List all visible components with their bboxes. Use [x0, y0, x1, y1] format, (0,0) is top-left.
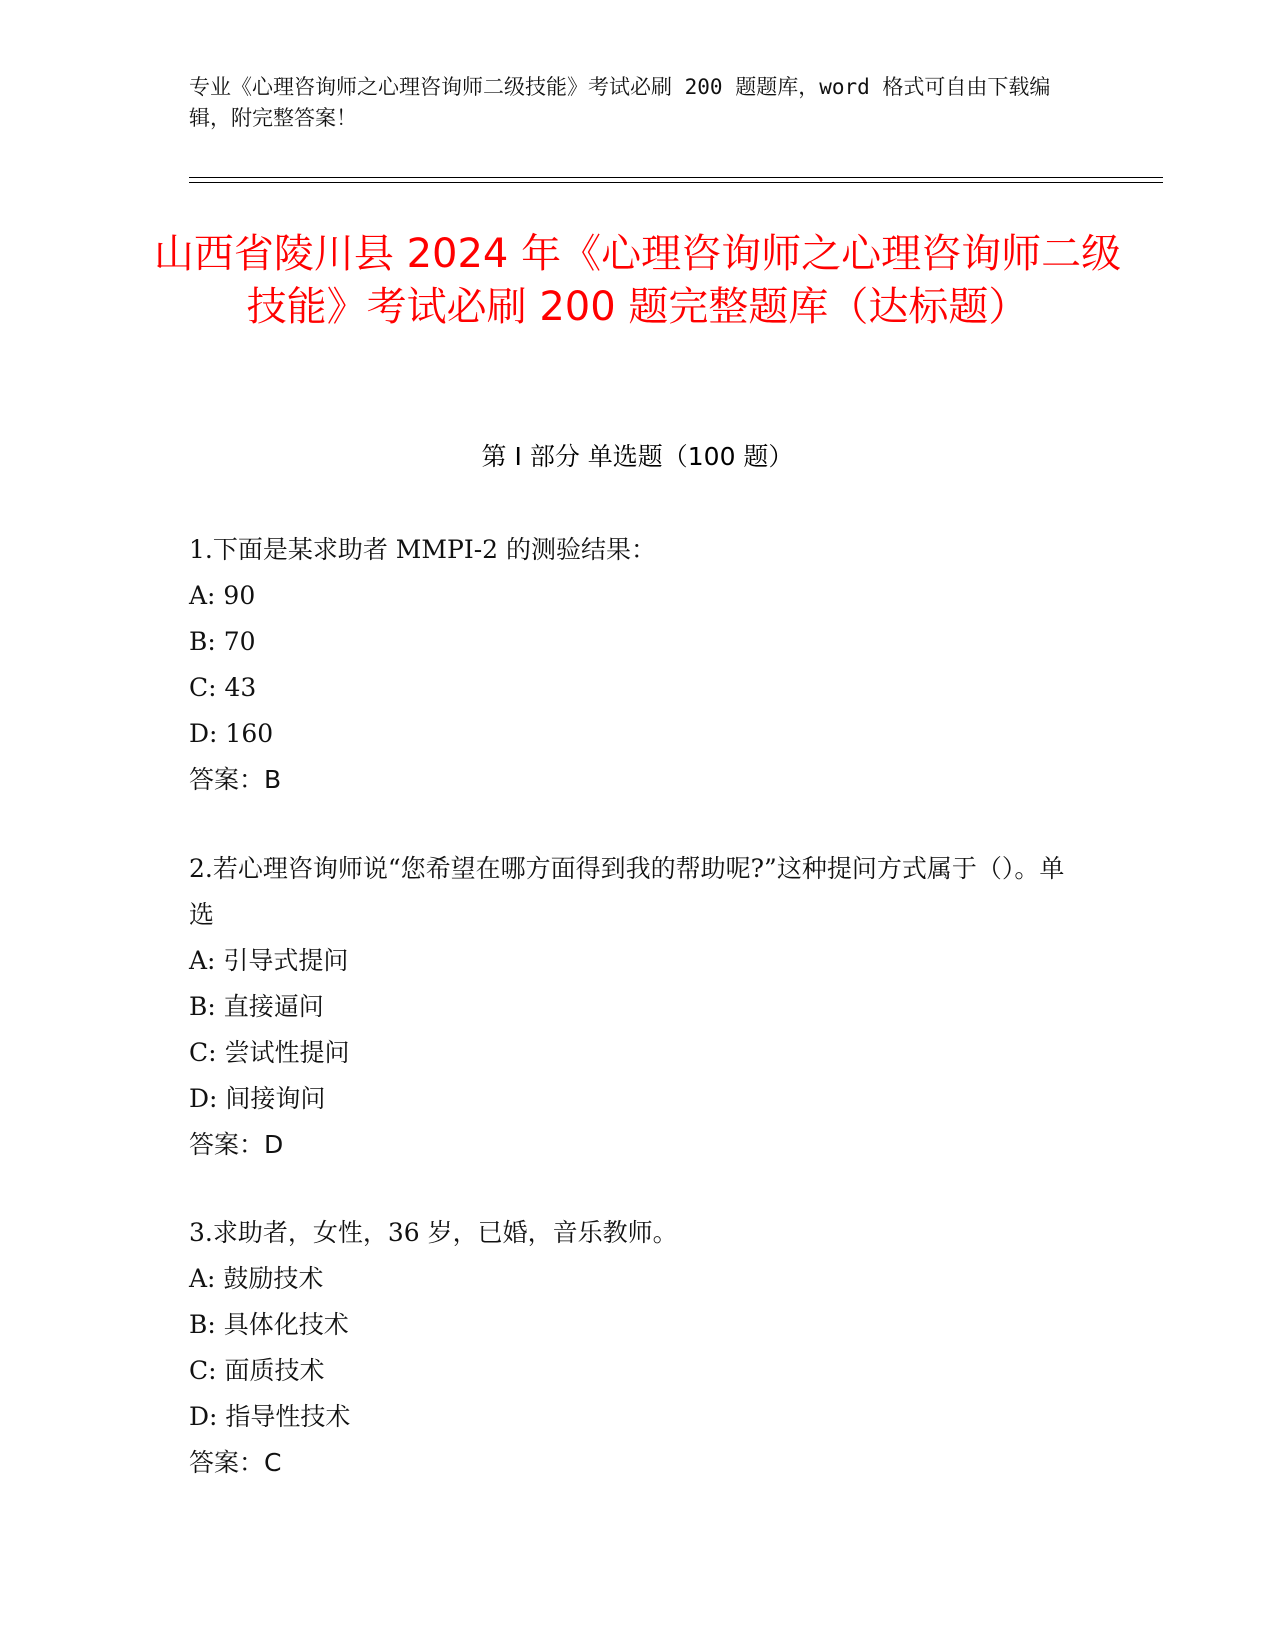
- question-2: [189, 846, 1089, 1168]
- question-3: [189, 1210, 1089, 1486]
- option-c: C: 面质技术: [189, 1356, 325, 1385]
- header-divider-bottom: [189, 182, 1163, 183]
- question-stem: 2.若心理咨询师说“您希望在哪方面得到我的帮助呢?”这种提问方式属于（）。单选: [189, 854, 1065, 929]
- answer: 答案：C: [189, 1448, 282, 1477]
- document-title: 山西省陵川县 2024 年《心理咨询师之心理咨询师二级技能》考试必刷 200 题完整题库（达标题）: [153, 231, 1122, 330]
- answer: 答案：B: [189, 765, 282, 794]
- option-b: B: 70: [189, 627, 256, 656]
- question-stem: 1.下面是某求助者 MMPI-2 的测验结果：: [189, 535, 656, 564]
- option-a: A: 90: [189, 581, 256, 610]
- option-d: D: 间接询问: [189, 1084, 326, 1113]
- option-c: C: 43: [189, 673, 257, 702]
- question-1: [189, 527, 1089, 803]
- option-a: A: 引导式提问: [189, 946, 349, 975]
- header-divider-top: [189, 177, 1163, 178]
- option-d: D: 160: [189, 719, 274, 748]
- option-b: B: 具体化技术: [189, 1310, 349, 1339]
- header-note: 专业《心理咨询师之心理咨询师二级技能》考试必刷 200 题题库，word 格式可自由下载编辑，附完整答案！: [189, 75, 1051, 130]
- answer: 答案：D: [189, 1130, 284, 1159]
- option-b: B: 直接逼问: [189, 992, 324, 1021]
- section-heading: 第 I 部分 单选题（100 题）: [481, 442, 794, 471]
- option-d: D: 指导性技术: [189, 1402, 351, 1431]
- question-stem: 3.求助者，女性，36 岁，已婚，音乐教师。: [189, 1218, 678, 1247]
- option-c: C: 尝试性提问: [189, 1038, 350, 1067]
- option-a: A: 鼓励技术: [189, 1264, 324, 1293]
